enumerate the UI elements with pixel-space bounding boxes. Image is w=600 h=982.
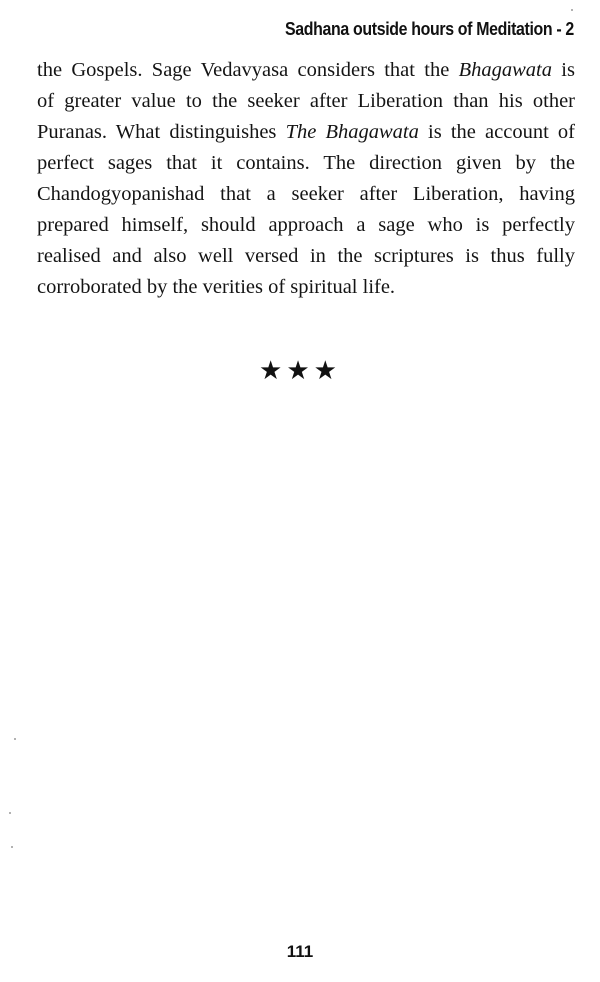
scan-speck <box>14 738 16 740</box>
text-line-3: Puranas. What distinguishes The Bhagawata is the account of <box>37 121 575 143</box>
running-header: Sadhana outside hours of Meditation - 2 <box>285 18 574 39</box>
scan-speck <box>9 812 11 814</box>
section-break-stars: ★★★ <box>259 356 341 386</box>
page-number: 111 <box>286 942 314 961</box>
paragraph <box>37 55 575 303</box>
scan-speck <box>11 846 13 848</box>
text-line-6: prepared himself, should approach a sage who is perfectly <box>37 214 575 236</box>
italic-title: Bhagawata <box>458 59 553 81</box>
text-line-8: corroborated by the verities of spiritual life. <box>37 276 396 298</box>
italic-title: The Bhagawata <box>285 121 419 143</box>
text-line-7: realised and also well versed in the scriptures is thus fully <box>37 245 575 267</box>
scan-speck <box>571 9 573 11</box>
text-line-4: perfect sages that it contains. The direction given by the <box>37 152 575 174</box>
text-line-1: the Gospels. Sage Vedavyasa considers that the Bhagawata is <box>37 59 575 81</box>
text-line-2: of greater value to the seeker after Liberation than his other <box>37 90 575 112</box>
text-line-5: Chandogyopanishad that a seeker after Liberation, having <box>37 183 575 205</box>
